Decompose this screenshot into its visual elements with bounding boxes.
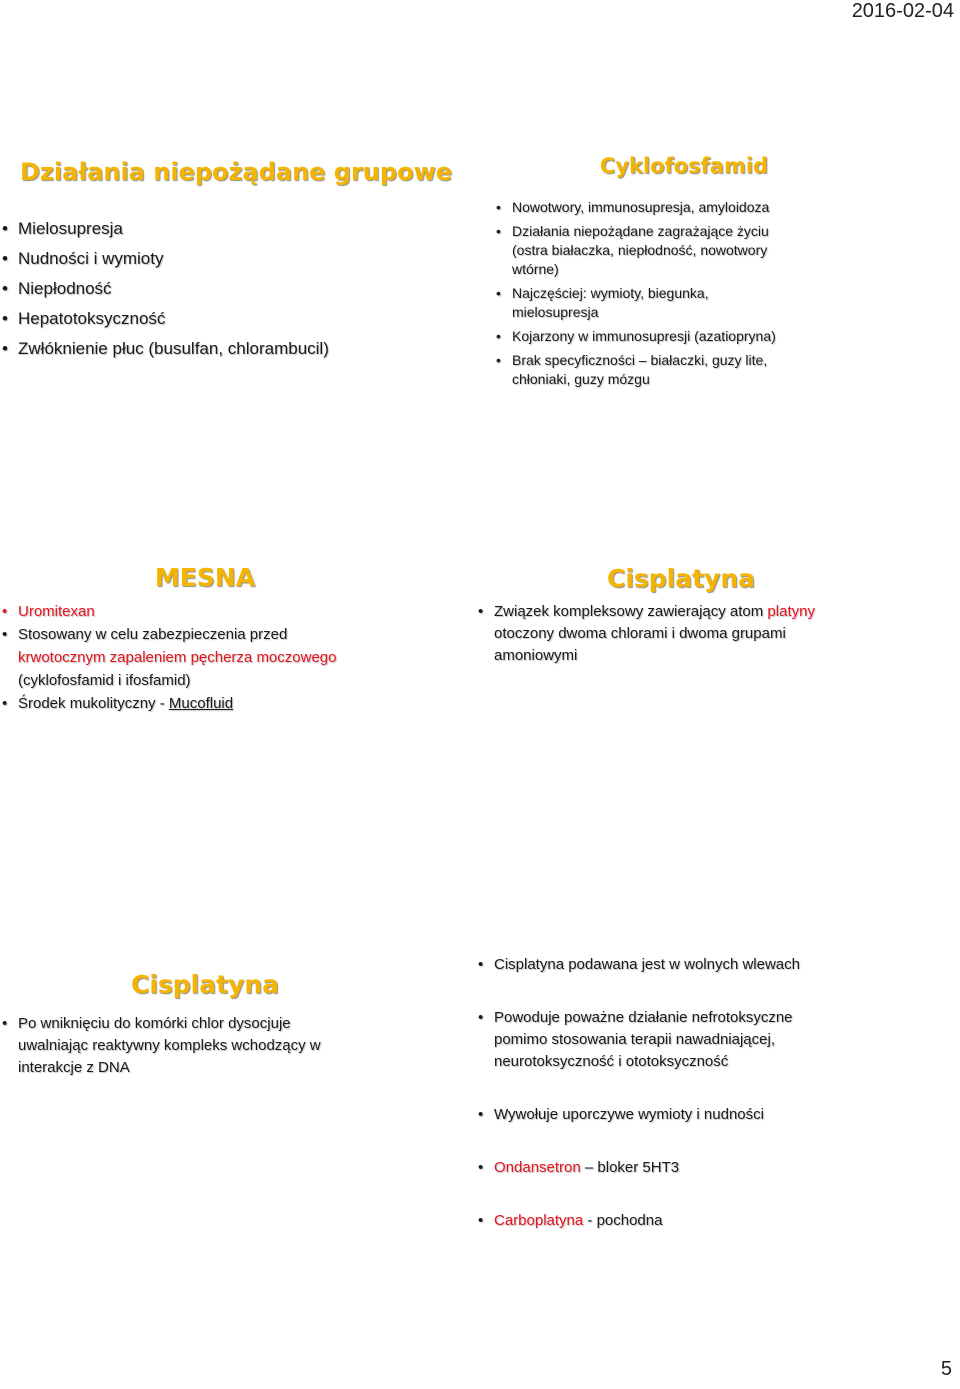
slide-title: MESNA — [154, 563, 256, 592]
list-item-line: otoczony dwoma chlorami i dwoma grupami — [494, 625, 786, 642]
list-item-line: chłoniaki, guzy mózgu — [512, 371, 650, 387]
list-item — [0, 692, 470, 715]
list-item-line: • Związek kompleksowy zawierający atom platyny — [494, 603, 815, 620]
slide-title: Cisplatyna — [130, 970, 280, 999]
list-item-text: - pochodna — [583, 1212, 663, 1229]
slide-title: Cisplatyna — [606, 564, 756, 593]
list-item — [494, 222, 944, 279]
list-item: • Mielosupresja — [0, 214, 470, 244]
list-item — [0, 623, 470, 692]
list-item-line: • Kojarzony w immunosupresji (azatiopryna) — [512, 328, 776, 344]
list-item — [494, 351, 944, 389]
page-number: 5 — [940, 1358, 952, 1380]
bullet-list — [476, 954, 956, 1232]
list-item — [494, 198, 944, 217]
date-header: 2016-02-04 — [851, 0, 954, 22]
list-item: • Zwłóknienie płuc (busulfan, chlorambucil) — [0, 334, 470, 364]
list-item-line: wtórne) — [512, 261, 559, 277]
bullet-list — [0, 1013, 470, 1079]
list-item — [476, 1007, 956, 1073]
bullet-list — [0, 214, 470, 364]
list-item: • Wywołuje uporczywe wymioty i nudności — [476, 1104, 956, 1126]
list-item: • Hepatotoksyczność — [0, 304, 470, 334]
list-item-line: uwalniając reaktywny kompleks wchodzący w — [18, 1037, 321, 1054]
platinum-highlight: platyny — [767, 603, 815, 620]
list-item-text: – bloker 5HT3 — [580, 1159, 680, 1176]
list-item-line: • Brak specyficzności – białaczki, guzy lite, — [512, 352, 768, 368]
slide-title: Cyklofosfamid — [599, 154, 769, 178]
list-item-line: mielosupresja — [512, 304, 599, 320]
list-item-line: interakcje z DNA — [18, 1059, 130, 1076]
slide-grouped-adverse-effects — [0, 158, 470, 364]
slide-cisplatin-structure — [476, 564, 956, 667]
list-item-line: neurotoksyczność i ototoksyczność — [494, 1053, 729, 1070]
list-item-line: pomimo stosowania terapii nawadniającej, — [494, 1031, 775, 1048]
list-item-line: • Powoduje poważne działanie nefrotoksyczne — [494, 1009, 793, 1026]
bullet-list — [494, 198, 944, 389]
list-item-line: • Najczęściej: wymioty, biegunka, — [512, 285, 709, 301]
list-item — [494, 327, 944, 346]
slide-title: Działania niepożądane grupowe — [20, 158, 453, 186]
list-item-line: • Po wniknięciu do komórki chlor dysocjuje — [18, 1015, 291, 1032]
list-item: • Cisplatyna podawana jest w wolnych wlewach — [476, 954, 956, 976]
list-item-line: • Nowotwory, immunosupresja, amyloidoza — [512, 199, 770, 215]
list-item-line: (cyklofosfamid i ifosfamid) — [18, 672, 191, 689]
list-item-line: amoniowymi — [494, 647, 578, 664]
list-item — [494, 284, 944, 322]
slide-cyclophosphamide — [494, 154, 944, 394]
list-item: • Niepłodność — [0, 274, 470, 304]
mucofluid-link[interactable]: Mucofluid — [168, 695, 234, 712]
list-item — [476, 1210, 956, 1232]
list-item: • Uromitexan — [0, 600, 470, 623]
list-item — [476, 601, 956, 667]
list-item-line: • Działania niepożądane zagrażające życiu — [512, 223, 769, 239]
list-item-line-highlight: krwotocznym zapaleniem pęcherza moczowego — [18, 649, 337, 666]
list-item-line: • Stosowany w celu zabezpieczenia przed — [18, 626, 288, 643]
slide-cisplatin-administration — [476, 954, 956, 1263]
slide-mesna — [0, 563, 470, 715]
list-item — [0, 1013, 470, 1079]
list-item — [476, 1157, 956, 1179]
slide-cisplatin-mechanism — [0, 970, 470, 1079]
list-item-text: Środek mukolityczny - — [18, 695, 169, 712]
list-item-line: (ostra białaczka, niepłodność, nowotwory — [512, 242, 768, 258]
bullet-list — [476, 601, 956, 667]
bullet-list — [0, 600, 470, 715]
carboplatin-highlight: Carboplatyna — [494, 1212, 584, 1229]
list-item: • Nudności i wymioty — [0, 244, 470, 274]
ondansetron-highlight: Ondansetron — [494, 1159, 581, 1176]
